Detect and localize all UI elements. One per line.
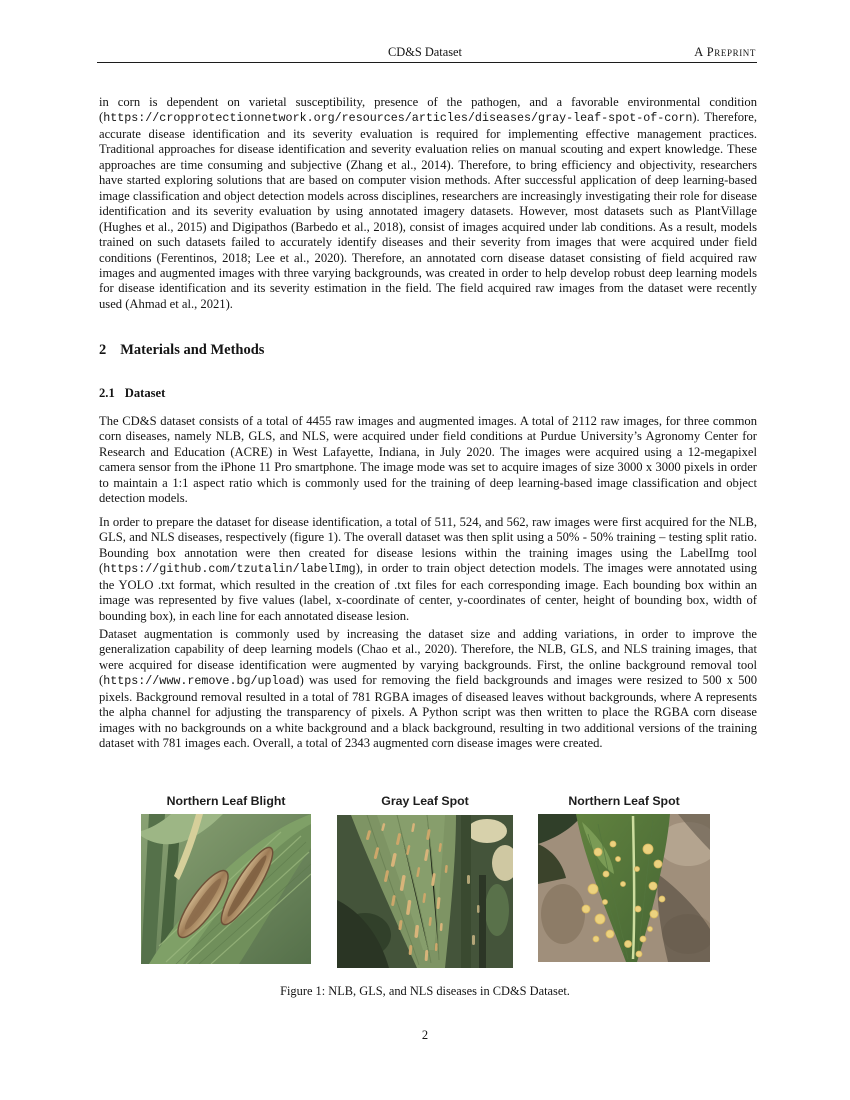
intro-text-a: in corn is dependent on varietal susceptibility, presence of the pathogen, and a favorable environmental condition ( (99, 95, 757, 125)
figure-panel-label-nlb: Northern Leaf Blight (166, 794, 286, 808)
figure-panel-label-gls: Gray Leaf Spot (381, 794, 469, 808)
subsection-title: Dataset (124, 386, 166, 400)
figure-caption: Figure 1: NLB, GLS, and NLS diseases in CD&S Dataset. (280, 984, 570, 998)
removebg-url-link[interactable]: https://www.remove.bg/upload (103, 674, 300, 689)
subsection-number: 2.1 (99, 386, 115, 400)
section-heading-materials-and-methods (99, 342, 264, 359)
identification-text-b: ), in order to train object detection models. The images were annotated using the YOLO .txt format, which resulted in the creation of .txt files for each corresponding image. Each bounding box within an image was represented by five values (label, x-coordinate of center, y-coordinates of center, height of bounding box, width of bounding box), in each line for each annotated disease lesion. (99, 561, 757, 623)
identification-text-a: In order to prepare the dataset for disease identification, a total of 511, 524, and 562, raw images were first acquired for the NLB, GLS, and NLS diseases, respectively (figure 1). The overall dataset was then split using a 50% - 50% training – testing split ratio. Bounding box annotation were then created for disease lesions within the training images using the LabelImg tool ( (99, 515, 757, 576)
figure-panel-label-nls: Northern Leaf Spot (568, 794, 680, 808)
section-number: 2 (99, 342, 107, 358)
augmentation-text-a: Dataset augmentation is commonly used by increasing the dataset size and adding variations, in order to improve the generalization capability of deep learning models (Chao et al., 2020). Therefore, the NLB, GLS, and NLS training images, that were acquired for disease identification were augmented by varying backgrounds. First, the online background removal tool ( (99, 627, 757, 688)
dataset-paragraph: The CD&S dataset consists of a total of 4455 raw images and augmented images. A total of 2112 raw images, for three common corn diseases, namely NLB, GLS, and NLS, were acquired under field conditions at Purdue University’s Agronomy Center for Research and Education (ACRE) in West Lafayette, Indiana, in July 2020. The images were acquired using a 12-megapixel camera sensor from the iPhone 11 Pro smartphone. The image mode was set to acquire images of size 3000 x 3000 pixels in order to maintain a 1:1 aspect ratio which is commonly used for the training of deep learning-based image classification and object detection models. (99, 414, 757, 506)
nlb-photo (141, 814, 311, 964)
header-rule (97, 62, 757, 63)
preprint-label: A Preprint (694, 45, 756, 59)
augmentation-text-b: ) was used for removing the field backgrounds and images were resized to 500 x 500 pixels. Background removal resulted in a total of 781 RGBA images of diseased leaves without backgrounds, where A represents the alpha channel for adjusting the transparency of pixels. A Python script was then written to place the RGBA corn disease images with no backgrounds on a white background and a black background, resulting in two additional versions of the training dataset with 781 images each. Overall, a total of 2343 augmented corn disease images were created. (99, 673, 757, 751)
running-title: CD&S Dataset (388, 45, 462, 59)
section-title: Materials and Methods (120, 342, 265, 358)
identification-paragraph (99, 515, 757, 624)
gls-photo (337, 815, 513, 968)
intro-paragraph (99, 95, 757, 312)
intro-text-b: ). Therefore, accurate disease identification and its severity evaluation is required for implementing effective management practices. Traditional approaches for disease identification and severity evaluation relies on manual scouting and expert knowledge. These approaches are time consuming and subjective (Zhang et al., 2014). Therefore, to bring efficiency and objectivity, researchers have started exploring solutions that are based on computer vision methods. After successful application of deep learning-based image classification and object detection models across disciplines, researchers are increasingly investigating their role for disease identification and its severity evaluation by using annotated imagery datasets. However, most datasets such as PlantVillage (Hughes et al., 2015) and Digipathos (Barbedo et al., 2018), consist of images acquired under lab conditions. As a result, models trained on such datasets failed to accurately identify diseases and their severity from images that were acquired under field conditions (Ferentinos, 2018; Lee et al., 2020). Therefore, an annotated corn disease dataset consisting of field acquired raw images and augmented images with three varying backgrounds, was created in order to help develop robust deep learning models for disease identification and its severity estimation in the field. The field acquired raw images from the dataset were recently used (Ahmad et al., 2021). (99, 110, 757, 311)
page-number: 2 (421, 1028, 429, 1042)
augmentation-paragraph (99, 627, 757, 752)
subsection-heading-dataset (99, 386, 165, 401)
nls-photo (538, 814, 710, 962)
gray-leaf-spot-url-link[interactable]: https://cropprotectionnetwork.org/resources/articles/diseases/gray-leaf-spot-of-corn (103, 111, 693, 126)
labelimg-url-link[interactable]: https://github.com/tzutalin/labelImg (103, 562, 356, 577)
